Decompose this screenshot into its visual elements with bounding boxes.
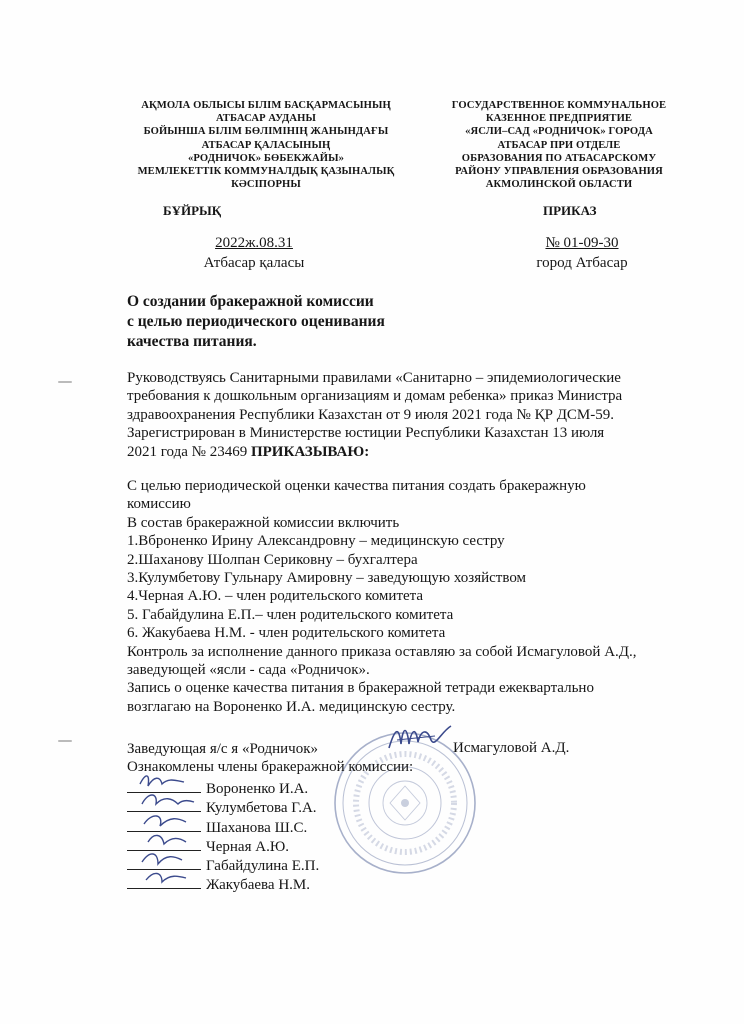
preamble-line-last xyxy=(127,443,717,461)
preamble-line: здравоохранения Республики Казахстан от 9 июля 2021 года № ҚР ДСМ-59. xyxy=(127,406,615,423)
member-name: Шаханова Ш.С. xyxy=(206,819,308,836)
director-signature-icon xyxy=(385,718,455,758)
header-ru-line: АКМОЛИНСКОЙ ОБЛАСТИ xyxy=(485,179,633,191)
member-name: Вороненко И.А. xyxy=(206,781,309,797)
order-line: Контроль за исполнение данного приказа оставляю за собой Исмагуловой А.Д., xyxy=(127,643,637,660)
header-kz-line: АТБАСАР АУДАНЫ xyxy=(215,113,317,125)
doc-type-kz: БҰЙРЫҚ xyxy=(163,203,222,218)
acknowledged-label: Ознакомлены члены бракеражной комиссии: xyxy=(127,759,414,776)
preamble-line: Руководствуясь Санитарными правилами «Санитарно – эпидемиологические xyxy=(127,370,621,386)
member-signatures-icon xyxy=(134,770,204,888)
order-line: С целью периодической оценки качества питания создать бракеражную xyxy=(127,478,586,494)
order-line: заведующей «ясли - сада «Родничок». xyxy=(127,662,370,679)
member-name: Кулумбетова Г.А. xyxy=(206,800,317,817)
city-kz: Атбасар қаласы xyxy=(203,255,305,271)
preamble xyxy=(127,369,717,461)
header-kazakh xyxy=(112,99,420,191)
header-kz-line: КӘСІПОРНЫ xyxy=(231,179,301,191)
scan-mark xyxy=(58,381,72,383)
order-line: Запись о оценке качества питания в бракеражной тетради ежеквартально xyxy=(127,680,594,697)
header-kz-line: АҚМОЛА ОБЛЫСЫ БІЛІМ БАСҚАРМАСЫНЫҢ xyxy=(141,100,391,111)
header-kz-line: МЕМЛЕКЕТТІК КОММУНАЛДЫҚ ҚАЗЫНАЛЫҚ xyxy=(137,166,395,178)
doc-type-ru: ПРИКАЗ xyxy=(543,203,597,218)
order-line: возглагаю на Вороненко И.А. медицинскую сестру. xyxy=(127,698,456,715)
city-ru: город Атбасар xyxy=(536,255,628,271)
header-kz-line: «РОДНИЧОК» БӨБЕКЖАЙЫ» xyxy=(188,152,344,164)
header-ru-line: ГОСУДАРСТВЕННОЕ КОММУНАЛЬНОЕ xyxy=(451,100,667,111)
member-name: Жакубаева Н.М. xyxy=(206,877,311,894)
order-line: 5. Габайдулина Е.П.– член родительского комитета xyxy=(127,606,454,623)
subject-line: О создании бракеражной комиссии xyxy=(127,293,374,310)
order-line: 6. Жакубаева Н.М. - член родительского комитета xyxy=(127,625,446,642)
order-line: 3.Кулумбетову Гульнару Амировну – заведующую хозяйством xyxy=(127,570,527,587)
header-ru-line: ОБРАЗОВАНИЯ ПО АТБАСАРСКОМУ xyxy=(461,152,657,164)
header-kz-line: АТБАСАР ҚАЛАСЫНЫҢ xyxy=(201,139,331,151)
header-russian xyxy=(426,99,692,191)
member-name: Черная А.Ю. xyxy=(206,838,289,855)
order-number: № 01-09-30 xyxy=(545,235,619,251)
subject-line: с целью периодического оценивания xyxy=(127,313,385,330)
preamble-tail: 2021 года № 23469 xyxy=(127,443,251,460)
signatory-name: Исмагуловой А.Д. xyxy=(453,740,570,756)
signatory-title: Заведующая я/с я «Родничок» xyxy=(127,741,319,757)
member-name: Габайдулина Е.П. xyxy=(206,858,320,875)
order-keyword: ПРИКАЗЫВАЮ: xyxy=(250,443,370,460)
preamble-line: требования к дошкольным организациям и домам ребенка» приказ Министра xyxy=(127,388,623,405)
preamble-line: Зарегистрирован в Министерстве юстиции Республики Казахстан 13 июля xyxy=(127,425,605,442)
header-ru-line: АТБАСАР ПРИ ОТДЕЛЕ xyxy=(497,139,621,151)
subject-line: качества питания. xyxy=(127,333,257,350)
order-date: 2022ж.08.31 xyxy=(215,235,293,251)
header-ru-line: РАЙОНУ УПРАВЛЕНИЯ ОБРАЗОВАНИЯ xyxy=(455,166,663,178)
header-kz-line: БОЙЫНША БІЛІМ БӨЛІМІНІҢ ЖАНЫНДАҒЫ xyxy=(143,126,389,138)
order-line: 4.Черная А.Ю. – член родительского комитета xyxy=(127,588,424,605)
scan-mark xyxy=(58,740,72,742)
order-line: комиссию xyxy=(127,496,191,513)
order-subject xyxy=(127,292,457,352)
order-line: 1.Вброненко Ирину Александровну – медицинскую сестру xyxy=(127,533,505,550)
header-ru-line: «ЯСЛИ–САД «РОДНИЧОК» ГОРОДА xyxy=(465,126,653,138)
order-line: В состав бракеражной комиссии включить xyxy=(127,514,400,531)
order-body xyxy=(127,477,717,716)
order-line: 2.Шаханову Шолпан Сериковну – бухгалтера xyxy=(127,551,418,568)
header-ru-line: КАЗЕННОЕ ПРЕДПРИЯТИЕ xyxy=(485,113,633,125)
